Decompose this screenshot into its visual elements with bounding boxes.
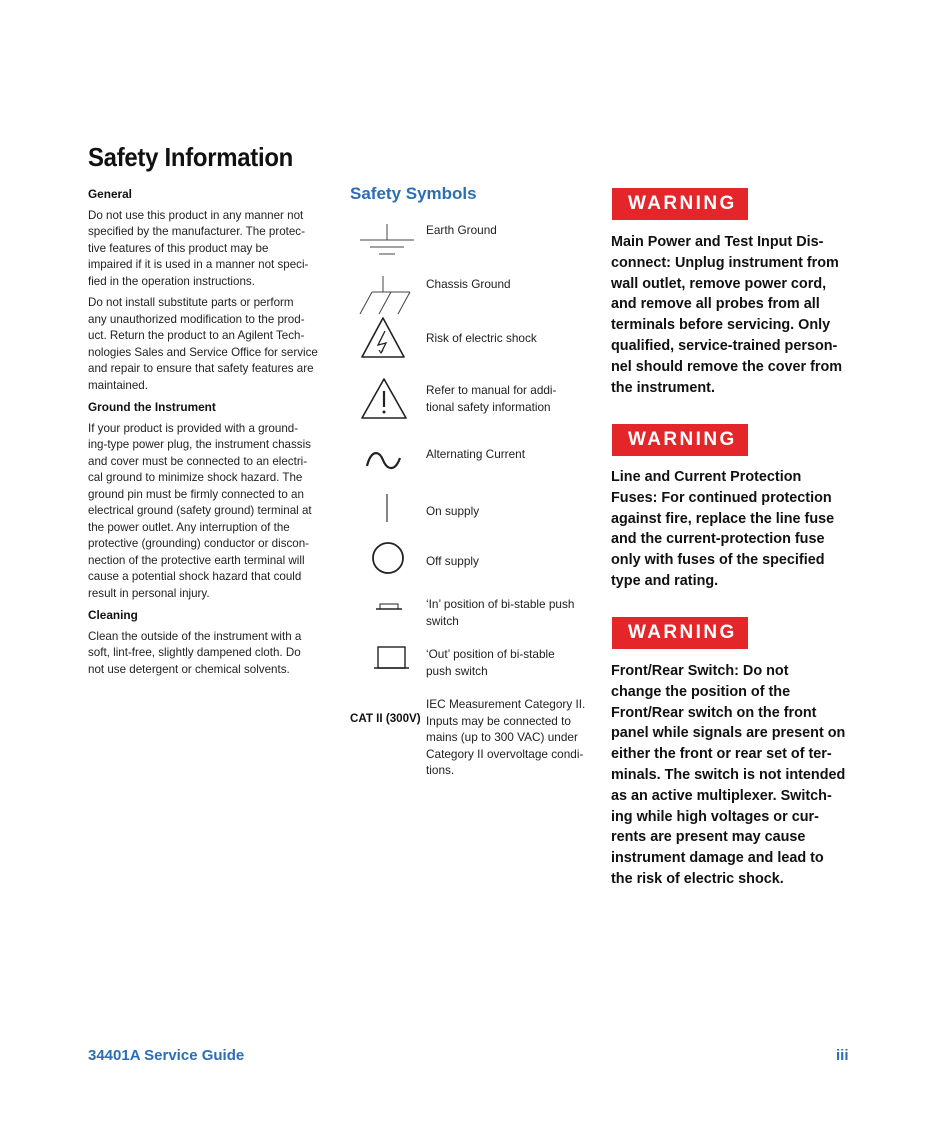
symbol-label: On supply: [426, 504, 480, 518]
symbol-label: ‘Out’ position of bi-stable push switch: [426, 647, 555, 678]
off-supply-icon: [350, 540, 420, 586]
alternating-current-icon: [350, 446, 420, 492]
symbol-row: [350, 646, 600, 686]
symbol-label: Alternating Current: [426, 447, 526, 461]
symbol-label: Risk of electric shock: [426, 331, 537, 345]
left-column: [88, 186, 334, 683]
footer-guide-title: 34401A Service Guide: [88, 1047, 245, 1064]
warning-badge: WARNING: [612, 188, 748, 220]
general-paragraph-2: Do not install substitute parts or perform any unauthorized modification to the prod- uct. Return the product to an Agilent Tech- nologies Sales and Service Office for service and repair to ensure that safety features are maintained.: [88, 296, 318, 392]
symbol-row: [350, 222, 600, 262]
symbol-row: [350, 540, 600, 580]
warning-text-switch: Front/Rear Switch: Do not change the position of the Front/Rear switch on the front panel while signals are present on either the front or rear set of ter- minals. The switch is not intended as an active multiplexer. Switch- ing while high voltages or cur- rents are present may cause instrument damage and lead to the risk of electric shock.: [611, 663, 846, 887]
warning-badge: WARNING: [612, 424, 748, 456]
electric-shock-warning-icon: [350, 315, 420, 361]
symbol-label: Refer to manual for addi- tional safety information: [426, 383, 557, 414]
cleaning-section: [88, 607, 334, 678]
push-switch-in-icon: [350, 596, 420, 642]
warning-badge: WARNING: [612, 617, 748, 649]
general-heading: General: [88, 187, 132, 201]
symbol-row: [350, 315, 600, 355]
on-supply-icon: [350, 492, 420, 538]
cleaning-paragraph: Clean the outside of the instrument with a soft, lint-free, slightly dampened cloth. Do not use detergent or chemical solvents.: [88, 629, 302, 676]
safety-symbols-heading: Safety Symbols: [350, 184, 477, 203]
symbol-row: [350, 596, 600, 636]
symbol-label: IEC Measurement Category II. Inputs may be connected to mains (up to 300 VAC) under Category II overvoltage condi- tions.: [426, 697, 586, 777]
symbol-label: Off supply: [426, 554, 479, 568]
push-switch-out-icon: [350, 646, 420, 692]
earth-ground-icon: [350, 222, 420, 268]
warning-text-fuses: Line and Current Protection Fuses: For continued protection against fire, replace the line fuse and the current-protection fuse only with fuses of the specified type and rating.: [611, 469, 835, 589]
ground-section: [88, 399, 334, 602]
symbol-label: Earth Ground: [426, 223, 497, 237]
page-title: Safety Information: [88, 142, 294, 172]
symbol-row: [350, 446, 600, 486]
general-section: [88, 186, 334, 394]
footer-page-number: iii: [836, 1047, 849, 1064]
general-paragraph-1: Do not use this product in any manner not specified by the manufacturer. The protec- tive features of this product may be impaired if it is used in a manner not speci- fied in the operation instructions.: [88, 208, 309, 288]
cat-ii-label: CAT II (300V): [350, 712, 421, 725]
caution-manual-icon: [350, 376, 420, 422]
symbol-row: [350, 492, 600, 532]
ground-heading: Ground the Instrument: [88, 400, 216, 414]
cleaning-heading: Cleaning: [88, 608, 138, 622]
warning-text-power: Main Power and Test Input Dis- connect: Unplug instrument from wall outlet, remove power cord, and remove all probes from all terminals before servicing. Only qualified, service-trained person- nel should remove the cover from the instrument.: [611, 234, 843, 396]
ground-paragraph: If your product is provided with a ground- ing-type power plug, the instrument chassis and cover must be connected to an electri- cal ground to minimize shock hazard. The ground pin must be firmly connected to an electrical ground (safety ground) terminal at the power outlet. Any interruption of the protective (grounding) conductor or discon- nection of the protective earth terminal will cause a potential shock hazard that could result in personal injury.: [88, 421, 312, 600]
symbol-row: [350, 376, 600, 416]
symbol-row: [350, 696, 600, 782]
symbol-label: ‘In’ position of bi-stable push switch: [426, 597, 575, 628]
symbol-row: [350, 276, 600, 316]
symbol-label: Chassis Ground: [426, 277, 511, 291]
